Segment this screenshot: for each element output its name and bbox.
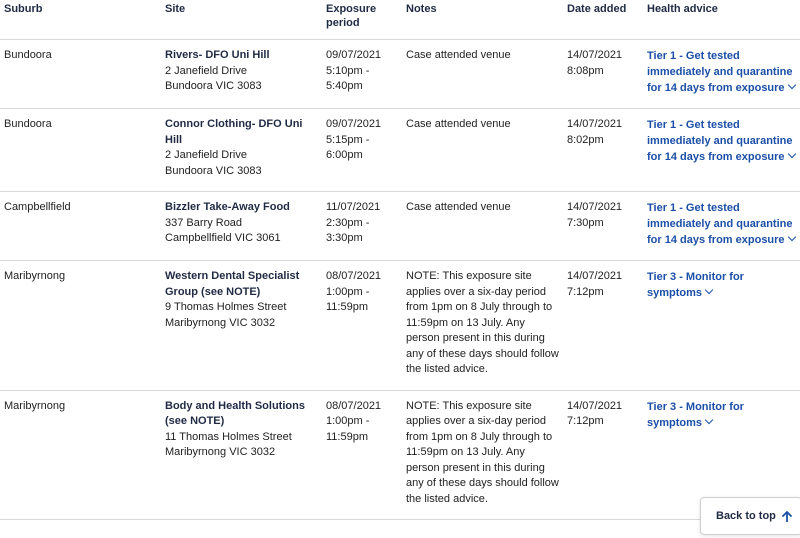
time-added: 8:08pm (567, 64, 604, 77)
site-address-line1: 9 Thomas Holmes Street (165, 301, 287, 313)
arrow-up-icon (782, 511, 792, 522)
date-added-cell (563, 192, 643, 261)
exposure-date: 11/07/2021 (326, 201, 381, 213)
date-added-cell (563, 40, 643, 109)
site-cell (161, 390, 322, 520)
notes-text: Case attended venue (406, 118, 511, 130)
chevron-down-icon (705, 415, 713, 423)
health-advice-toggle[interactable] (647, 401, 744, 429)
header-exposure-period: Exposure period (322, 0, 402, 40)
time-added: 7:30pm (567, 216, 604, 229)
notes-cell (402, 40, 563, 109)
health-advice-text: Tier 3 - Monitor for symptoms (647, 400, 744, 429)
table-row (0, 40, 800, 109)
table-row (0, 192, 800, 261)
date-added: 14/07/2021 (567, 118, 623, 130)
health-advice-cell (643, 261, 800, 391)
site-name: Body and Health Solutions (see NOTE) (165, 399, 305, 427)
health-advice-cell (643, 192, 800, 261)
header-suburb: Suburb (0, 0, 161, 40)
health-advice-toggle[interactable] (647, 271, 744, 299)
exposure-date: 08/07/2021 (326, 270, 382, 282)
notes-cell (402, 192, 563, 261)
site-address-line1: 2 Janefield Drive (165, 64, 247, 77)
table-row (0, 390, 800, 520)
suburb-cell (0, 390, 161, 520)
exposure-time: 1:00pm - 11:59pm (326, 285, 370, 313)
exposure-date: 08/07/2021 (326, 399, 382, 412)
site-cell (161, 109, 322, 192)
exposure-period-cell (322, 390, 402, 520)
health-advice-text: Tier 1 - Get tested immediately and quarantine for 14 days from exposure (647, 202, 793, 246)
table-header-row (0, 0, 800, 40)
exposure-period-cell (322, 109, 402, 192)
exposure-time: 5:15pm - 6:00pm (326, 133, 370, 161)
site-name: Western Dental Specialist Group (see NOTE) (165, 270, 300, 298)
suburb-text: Maribyrnong (4, 399, 66, 412)
health-advice-toggle[interactable] (647, 119, 795, 163)
back-to-top-button[interactable] (700, 497, 800, 535)
health-advice-text: Tier 3 - Monitor for symptoms (647, 271, 744, 299)
site-address-line2: Bundoora VIC 3083 (165, 164, 262, 177)
site-cell (161, 192, 322, 261)
suburb-text: Bundoora (4, 49, 52, 61)
site-address-line2: Maribyrnong VIC 3032 (165, 446, 276, 458)
date-added: 14/07/2021 (567, 399, 623, 412)
notes-cell (402, 109, 563, 192)
date-added-cell (563, 109, 643, 192)
site-address-line1: 2 Janefield Drive (165, 149, 247, 161)
date-added-cell (563, 390, 643, 520)
exposure-date: 09/07/2021 (326, 118, 382, 130)
time-added: 8:02pm (567, 133, 604, 146)
health-advice-text: Tier 1 - Get tested immediately and quarantine for 14 days from exposure (647, 50, 793, 94)
back-to-top-label: Back to top (716, 510, 776, 522)
exposure-time: 1:00pm - 11:59pm (326, 415, 370, 443)
date-added: 14/07/2021 (567, 201, 623, 213)
health-advice-cell (643, 40, 800, 109)
notes-text: Case attended venue (406, 201, 511, 213)
exposure-time: 5:10pm - 5:40pm (326, 64, 370, 92)
suburb-cell (0, 192, 161, 261)
health-advice-cell (643, 109, 800, 192)
notes-text: NOTE: This exposure site applies over a six-day period from 1pm on 8 July through to 11:59pm on 13 July. Any person present in this during any of these days should follow the listed advice. (406, 399, 559, 505)
health-advice-toggle[interactable] (647, 202, 795, 246)
exposure-period-cell (322, 40, 402, 109)
date-added-cell (563, 261, 643, 391)
site-address-line2: Maribyrnong VIC 3032 (165, 316, 276, 329)
chevron-down-icon (787, 233, 795, 241)
notes-text: NOTE: This exposure site applies over a six-day period from 1pm on 8 July through to 11:59pm on 13 July. Any person present in this during any of these days should follow the listed advice. (406, 270, 559, 375)
chevron-down-icon (787, 150, 795, 158)
suburb-cell (0, 261, 161, 391)
date-added: 14/07/2021 (567, 270, 623, 282)
chevron-down-icon (705, 286, 713, 294)
suburb-text: Campbellfield (4, 201, 71, 213)
header-date-added: Date added (563, 0, 643, 40)
exposure-period-cell (322, 192, 402, 261)
table-row (0, 261, 800, 391)
health-advice-text: Tier 1 - Get tested immediately and quarantine for 14 days from exposure (647, 119, 793, 163)
time-added: 7:12pm (567, 285, 604, 298)
notes-cell (402, 390, 563, 520)
health-advice-toggle[interactable] (647, 50, 795, 94)
time-added: 7:12pm (567, 415, 604, 427)
site-address-line2: Campbellfield VIC 3061 (165, 232, 281, 244)
exposure-period-cell (322, 261, 402, 391)
site-name: Connor Clothing- DFO Uni Hill (165, 118, 303, 146)
exposure-time: 2:30pm - 3:30pm (326, 216, 370, 244)
site-address-line2: Bundoora VIC 3083 (165, 80, 262, 92)
notes-text: Case attended venue (406, 49, 511, 61)
suburb-cell (0, 109, 161, 192)
suburb-text: Bundoora (4, 118, 52, 130)
date-added: 14/07/2021 (567, 49, 623, 61)
header-notes: Notes (402, 0, 563, 40)
site-address-line1: 11 Thomas Holmes Street (165, 430, 292, 443)
header-site: Site (161, 0, 322, 40)
site-cell (161, 40, 322, 109)
table-row (0, 109, 800, 192)
site-name: Rivers- DFO Uni Hill (165, 49, 270, 61)
chevron-down-icon (787, 81, 795, 89)
suburb-text: Maribyrnong (4, 270, 66, 282)
site-address-line1: 337 Barry Road (165, 216, 243, 229)
notes-cell (402, 261, 563, 391)
exposure-date: 09/07/2021 (326, 49, 382, 61)
suburb-cell (0, 40, 161, 109)
site-name: Bizzler Take-Away Food (165, 201, 290, 213)
site-cell (161, 261, 322, 391)
header-health-advice: Health advice (643, 0, 800, 40)
